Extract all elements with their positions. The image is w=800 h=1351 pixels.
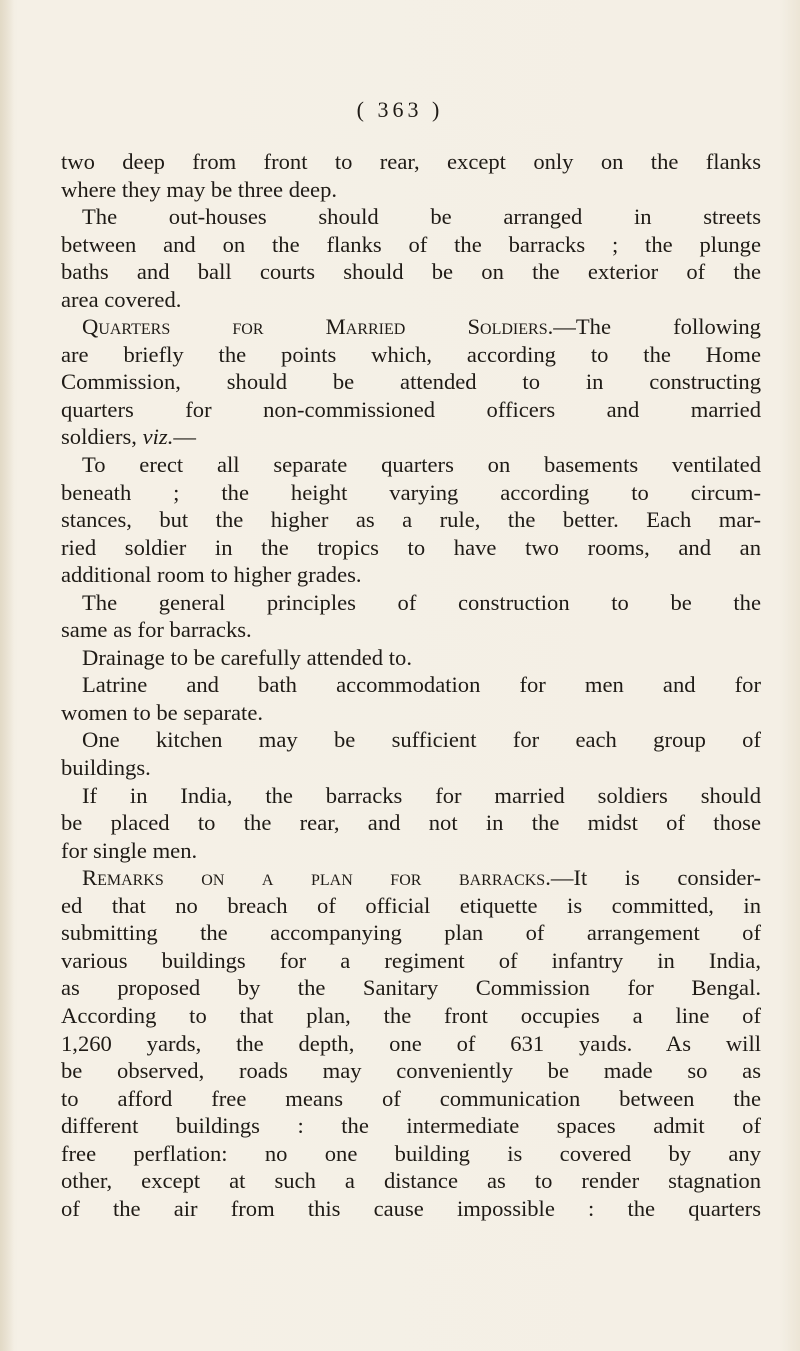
- text-line: quarters for non-commissioned officers and married: [61, 396, 761, 422]
- text-line: between and on the flanks of the barracks ; the plunge: [61, 231, 761, 257]
- text-line: other, except at such a distance as to render stagnation: [61, 1168, 761, 1194]
- text-line: area covered.: [61, 286, 182, 312]
- text-line: of the air from this cause impossible : the quarters: [61, 1195, 761, 1221]
- text-line: as proposed by the Sanitary Commission for Bengal.: [61, 975, 761, 1001]
- text-line: The general principles of construction to be the: [82, 589, 761, 615]
- text-line: different buildings : the intermediate spaces admit of: [61, 1113, 761, 1139]
- text-line: According to that plan, the front occupies a line of: [61, 1002, 761, 1028]
- text-line: women to be separate.: [61, 699, 264, 725]
- text-line: If in India, the barracks for married soldiers should: [82, 782, 761, 808]
- section-heading-remarks: Remarks on a plan for barracks.: [82, 865, 551, 891]
- body-text: [61, 148, 761, 1222]
- text-line: be placed to the rear, and not in the midst of those: [61, 810, 761, 836]
- page-number-header: ( 363 ): [356, 97, 444, 122]
- text-line: Commission, should be attended to in constructing: [61, 369, 761, 395]
- text-line: free perflation: no one building is covered by any: [61, 1140, 761, 1166]
- text-line: are briefly the points which, according to the Home: [61, 341, 761, 367]
- text-line: One kitchen may be sufficient for each group of: [82, 727, 761, 753]
- text-line: be observed, roads may conveniently be made so as: [61, 1058, 761, 1084]
- text-line: beneath ; the height varying according to circum-: [61, 479, 761, 505]
- text-line: where they may be three deep.: [61, 176, 338, 202]
- text-line: [61, 423, 761, 451]
- text-line: same as for barracks.: [61, 617, 252, 643]
- text-line: to afford free means of communication between the: [61, 1085, 761, 1111]
- text-line: To erect all separate quarters on basements ventilated: [82, 452, 761, 478]
- text-line: additional room to higher grades.: [61, 562, 362, 588]
- text-line: submitting the accompanying plan of arrangement of: [61, 920, 761, 946]
- section-heading-line: [61, 313, 761, 341]
- text-line: for single men.: [61, 837, 198, 863]
- text-run: soldiers,: [61, 424, 143, 450]
- text-line: ried soldier in the tropics to have two rooms, and an: [61, 534, 761, 560]
- text-line: The out-houses should be arranged in streets: [82, 204, 761, 230]
- text-line: two deep from front to rear, except only on the flanks: [61, 149, 761, 174]
- text-line: Drainage to be carefully attended to.: [82, 644, 412, 670]
- text-line: ed that no breach of official etiquette is committed, in: [61, 892, 761, 918]
- section-heading-line: [61, 864, 761, 892]
- text-run: —It is consider-: [550, 865, 761, 891]
- text-line: buildings.: [61, 755, 151, 781]
- text-line: various buildings for a regiment of infantry in India,: [61, 947, 761, 973]
- italic-viz: viz.: [142, 424, 174, 450]
- text-run: —: [173, 424, 196, 450]
- section-heading-married-quarters: Quarters for Married Soldiers.: [82, 314, 554, 340]
- text-run: —The following: [553, 314, 761, 340]
- text-line: stances, but the higher as a rule, the better. Each mar-: [61, 507, 761, 533]
- text-line: baths and ball courts should be on the exterior of the: [61, 259, 761, 285]
- text-line: Latrine and bath accommodation for men and for: [82, 672, 761, 698]
- text-line: 1,260 yards, the depth, one of 631 yaıds. As will: [61, 1030, 761, 1056]
- page-gutter-shadow: [0, 0, 14, 1351]
